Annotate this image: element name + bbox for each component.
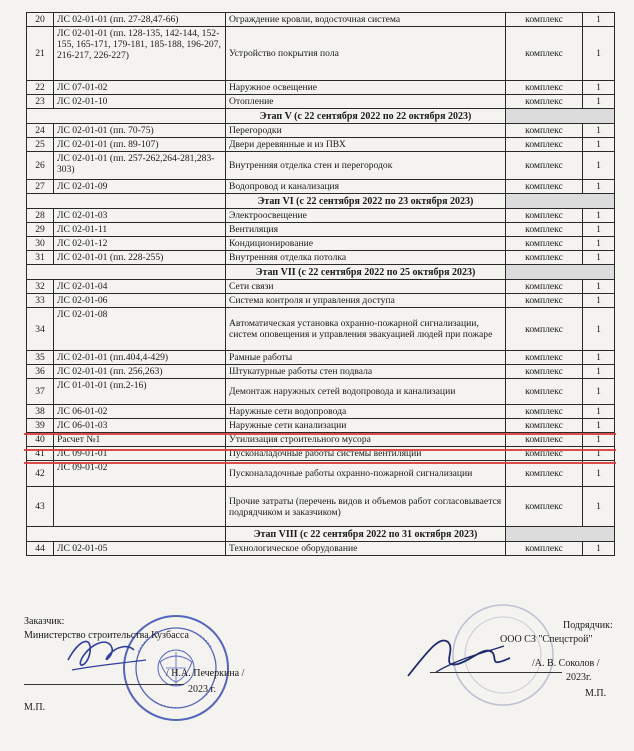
work-name-cell: Электроосвещение <box>226 209 506 223</box>
row-number-cell: 22 <box>27 81 54 95</box>
work-name-cell: Перегородки <box>226 124 506 138</box>
stage-empty-cell <box>27 265 226 280</box>
work-name-cell: Вентиляция <box>226 223 506 237</box>
quantity-cell: 1 <box>583 152 615 180</box>
estimate-code-cell: ЛС 02-01-05 <box>54 542 226 556</box>
quantity-cell: 1 <box>583 308 615 351</box>
quantity-cell: 1 <box>583 542 615 556</box>
unit-cell: комплекс <box>506 487 583 527</box>
estimate-code-cell: ЛС 02-01-01 (пп. 257-262,264-281,283-303) <box>54 152 226 180</box>
estimate-code-cell: ЛС 02-01-01 (пп.404,4-429) <box>54 351 226 365</box>
red-highlight-line <box>24 462 616 464</box>
row-number-cell: 41 <box>27 447 54 461</box>
row-number-cell: 44 <box>27 542 54 556</box>
table-row <box>27 95 615 109</box>
estimate-code-cell: ЛС 02-01-04 <box>54 280 226 294</box>
unit-cell: комплекс <box>506 223 583 237</box>
customer-organization: Министерство строительства Кузбасса <box>24 630 189 641</box>
estimate-code-cell: ЛС 02-01-11 <box>54 223 226 237</box>
work-name-cell: Технологическое оборудование <box>226 542 506 556</box>
customer-mp-label: М.П. <box>24 702 46 713</box>
work-name-cell: Штукатурные работы стен подвала <box>226 365 506 379</box>
table-row <box>27 280 615 294</box>
table-row <box>27 223 615 237</box>
work-name-cell: Система контроля и управления доступа <box>226 294 506 308</box>
unit-cell: комплекс <box>506 405 583 419</box>
work-name-cell: Автоматическая установка охранно-пожарной сигнализации, систем оповещения и управления эвакуацией людей при пожаре <box>226 308 506 351</box>
stage-header-row <box>27 194 615 209</box>
stage-shaded-cell <box>506 194 615 209</box>
stage-title: Этап VIII (с 22 сентября 2022 по 31 октября 2023) <box>226 527 506 542</box>
contractor-date-year: 2023г. <box>566 672 592 683</box>
quantity-cell: 1 <box>583 487 615 527</box>
table-row <box>27 351 615 365</box>
table-row <box>27 405 615 419</box>
row-number-cell: 32 <box>27 280 54 294</box>
row-number-cell: 42 <box>27 461 54 487</box>
table-row <box>27 419 615 433</box>
quantity-cell: 1 <box>583 351 615 365</box>
table-row <box>27 379 615 405</box>
estimate-code-cell: ЛС 02-01-01 (пп. 228-255) <box>54 251 226 265</box>
contractor-signatory-name: /А. В. Соколов / <box>532 658 600 669</box>
work-name-cell: Наружные сети водопровода <box>226 405 506 419</box>
estimate-code-cell: ЛС 02-01-10 <box>54 95 226 109</box>
quantity-cell: 1 <box>583 419 615 433</box>
work-name-cell: Водопровод и канализация <box>226 180 506 194</box>
estimate-code-cell: ЛС 02-01-01 (пп. 89-107) <box>54 138 226 152</box>
unit-cell: комплекс <box>506 351 583 365</box>
unit-cell: комплекс <box>506 152 583 180</box>
estimate-code-cell: ЛС 06-01-03 <box>54 419 226 433</box>
table-row <box>27 294 615 308</box>
stage-title: Этап VII (с 22 сентября 2022 по 25 октября 2023) <box>226 265 506 280</box>
quantity-cell: 1 <box>583 251 615 265</box>
table-row <box>27 124 615 138</box>
table-row <box>27 542 615 556</box>
unit-cell: комплекс <box>506 13 583 27</box>
stage-empty-cell <box>27 194 226 209</box>
unit-cell: комплекс <box>506 365 583 379</box>
row-number-cell: 38 <box>27 405 54 419</box>
table-row <box>27 487 615 527</box>
red-highlight-line <box>24 449 616 451</box>
table-row <box>27 152 615 180</box>
estimate-code-cell: ЛС 02-01-01 (пп. 128-135, 142-144, 152-155, 165-171, 179-181, 185-188, 196-207, 216-217, 226-227) <box>54 27 226 81</box>
unit-cell: комплекс <box>506 294 583 308</box>
work-name-cell: Прочие затраты (перечень видов и объемов работ согласовывается подрядчиком и заказчиком) <box>226 487 506 527</box>
table-row <box>27 27 615 81</box>
quantity-cell: 1 <box>583 13 615 27</box>
row-number-cell: 26 <box>27 152 54 180</box>
row-number-cell: 27 <box>27 180 54 194</box>
stage-empty-cell <box>27 527 226 542</box>
quantity-cell: 1 <box>583 433 615 447</box>
estimate-code-cell: ЛС 09-01-02 <box>54 461 226 487</box>
estimate-code-cell: ЛС 02-01-01 (пп. 256,263) <box>54 365 226 379</box>
row-number-cell: 43 <box>27 487 54 527</box>
quantity-cell: 1 <box>583 209 615 223</box>
unit-cell: комплекс <box>506 379 583 405</box>
table-row <box>27 237 615 251</box>
work-name-cell: Наружные сети канализации <box>226 419 506 433</box>
work-name-cell: Кондиционирование <box>226 237 506 251</box>
signature-block <box>0 600 634 751</box>
stage-header-row <box>27 527 615 542</box>
row-number-cell: 30 <box>27 237 54 251</box>
stage-header-row <box>27 265 615 280</box>
estimate-code-cell: ЛС 02-01-01 (пп. 70-75) <box>54 124 226 138</box>
estimate-code-cell: ЛС 02-01-09 <box>54 180 226 194</box>
contractor-organization: ООО СЗ "Спецстрой" <box>500 634 593 645</box>
quantity-cell: 1 <box>583 27 615 81</box>
quantity-cell: 1 <box>583 95 615 109</box>
quantity-cell: 1 <box>583 280 615 294</box>
quantity-cell: 1 <box>583 447 615 461</box>
unit-cell: комплекс <box>506 251 583 265</box>
row-number-cell: 33 <box>27 294 54 308</box>
table-row <box>27 209 615 223</box>
stage-shaded-cell <box>506 527 615 542</box>
unit-cell: комплекс <box>506 237 583 251</box>
work-name-cell: Пусконаладочные работы охранно-пожарной сигнализации <box>226 461 506 487</box>
work-name-cell: Наружное освещение <box>226 81 506 95</box>
unit-cell: комплекс <box>506 180 583 194</box>
quantity-cell: 1 <box>583 294 615 308</box>
estimate-code-cell: ЛС 02-01-12 <box>54 237 226 251</box>
estimate-code-cell: ЛС 01-01-01 (пп.2-16) <box>54 379 226 405</box>
work-name-cell: Отопление <box>226 95 506 109</box>
customer-signature-line <box>24 684 184 685</box>
work-name-cell: Устройство покрытия пола <box>226 27 506 81</box>
quantity-cell: 1 <box>583 237 615 251</box>
row-number-cell: 37 <box>27 379 54 405</box>
table-row <box>27 180 615 194</box>
estimate-code-cell: ЛС 02-01-06 <box>54 294 226 308</box>
table-row <box>27 81 615 95</box>
customer-signatory-name: / Н.А. Печеркина / <box>166 668 245 679</box>
stage-shaded-cell <box>506 109 615 124</box>
quantity-cell: 1 <box>583 138 615 152</box>
unit-cell: комплекс <box>506 433 583 447</box>
row-number-cell: 39 <box>27 419 54 433</box>
stage-shaded-cell <box>506 265 615 280</box>
quantity-cell: 1 <box>583 180 615 194</box>
red-highlight-line <box>24 433 616 435</box>
quantity-cell: 1 <box>583 124 615 138</box>
estimate-code-cell <box>54 487 226 527</box>
estimate-code-cell: Расчет №1 <box>54 433 226 447</box>
table-row <box>27 461 615 487</box>
work-name-cell: Пусконаладочные работы системы вентиляции <box>226 447 506 461</box>
unit-cell: комплекс <box>506 447 583 461</box>
table-row <box>27 138 615 152</box>
row-number-cell: 28 <box>27 209 54 223</box>
schedule-table-wrap <box>26 12 614 556</box>
quantity-cell: 1 <box>583 223 615 237</box>
table-row <box>27 251 615 265</box>
stage-header-row <box>27 109 615 124</box>
quantity-cell: 1 <box>583 379 615 405</box>
estimate-code-cell: ЛС 06-01-02 <box>54 405 226 419</box>
unit-cell: комплекс <box>506 27 583 81</box>
quantity-cell: 1 <box>583 405 615 419</box>
row-number-cell: 23 <box>27 95 54 109</box>
unit-cell: комплекс <box>506 138 583 152</box>
row-number-cell: 29 <box>27 223 54 237</box>
quantity-cell: 1 <box>583 81 615 95</box>
unit-cell: комплекс <box>506 461 583 487</box>
unit-cell: комплекс <box>506 95 583 109</box>
unit-cell: комплекс <box>506 419 583 433</box>
row-number-cell: 40 <box>27 433 54 447</box>
unit-cell: комплекс <box>506 308 583 351</box>
work-name-cell: Двери деревянные и из ПВХ <box>226 138 506 152</box>
estimate-code-cell: ЛС 09-01-01 <box>54 447 226 461</box>
row-number-cell: 24 <box>27 124 54 138</box>
row-number-cell: 25 <box>27 138 54 152</box>
row-number-cell: 20 <box>27 13 54 27</box>
row-number-cell: 36 <box>27 365 54 379</box>
schedule-table <box>26 12 615 556</box>
row-number-cell: 34 <box>27 308 54 351</box>
stage-title: Этап VI (с 22 сентября 2022 по 23 октября 2023) <box>226 194 506 209</box>
estimate-code-cell: ЛС 02-01-03 <box>54 209 226 223</box>
unit-cell: комплекс <box>506 280 583 294</box>
customer-date-year: 2023 г. <box>188 684 216 695</box>
row-number-cell: 35 <box>27 351 54 365</box>
work-name-cell: Внутренняя отделка стен и перегородок <box>226 152 506 180</box>
customer-label: Заказчик: <box>24 616 65 627</box>
stage-title: Этап V (с 22 сентября 2022 по 22 октября 2023) <box>226 109 506 124</box>
estimate-code-cell: ЛС 07-01-02 <box>54 81 226 95</box>
contractor-mp-label: М.П. <box>585 688 607 699</box>
unit-cell: комплекс <box>506 124 583 138</box>
unit-cell: комплекс <box>506 81 583 95</box>
table-row <box>27 365 615 379</box>
work-name-cell: Демонтаж наружных сетей водопровода и канализации <box>226 379 506 405</box>
row-number-cell: 21 <box>27 27 54 81</box>
contractor-label: Подрядчик: <box>563 620 613 631</box>
work-name-cell: Рамные работы <box>226 351 506 365</box>
unit-cell: комплекс <box>506 209 583 223</box>
row-number-cell: 31 <box>27 251 54 265</box>
estimate-code-cell: ЛС 02-01-01 (пп. 27-28,47-66) <box>54 13 226 27</box>
work-name-cell: Ограждение кровли, водосточная система <box>226 13 506 27</box>
work-name-cell: Сети связи <box>226 280 506 294</box>
schedule-table-body <box>27 13 615 556</box>
unit-cell: комплекс <box>506 542 583 556</box>
quantity-cell: 1 <box>583 461 615 487</box>
table-row <box>27 308 615 351</box>
table-row <box>27 13 615 27</box>
estimate-code-cell: ЛС 02-01-08 <box>54 308 226 351</box>
contractor-signature-line <box>430 672 562 673</box>
quantity-cell: 1 <box>583 365 615 379</box>
work-name-cell: Внутренняя отделка потолка <box>226 251 506 265</box>
work-name-cell: Утилизация строительного мусора <box>226 433 506 447</box>
stage-empty-cell <box>27 109 226 124</box>
